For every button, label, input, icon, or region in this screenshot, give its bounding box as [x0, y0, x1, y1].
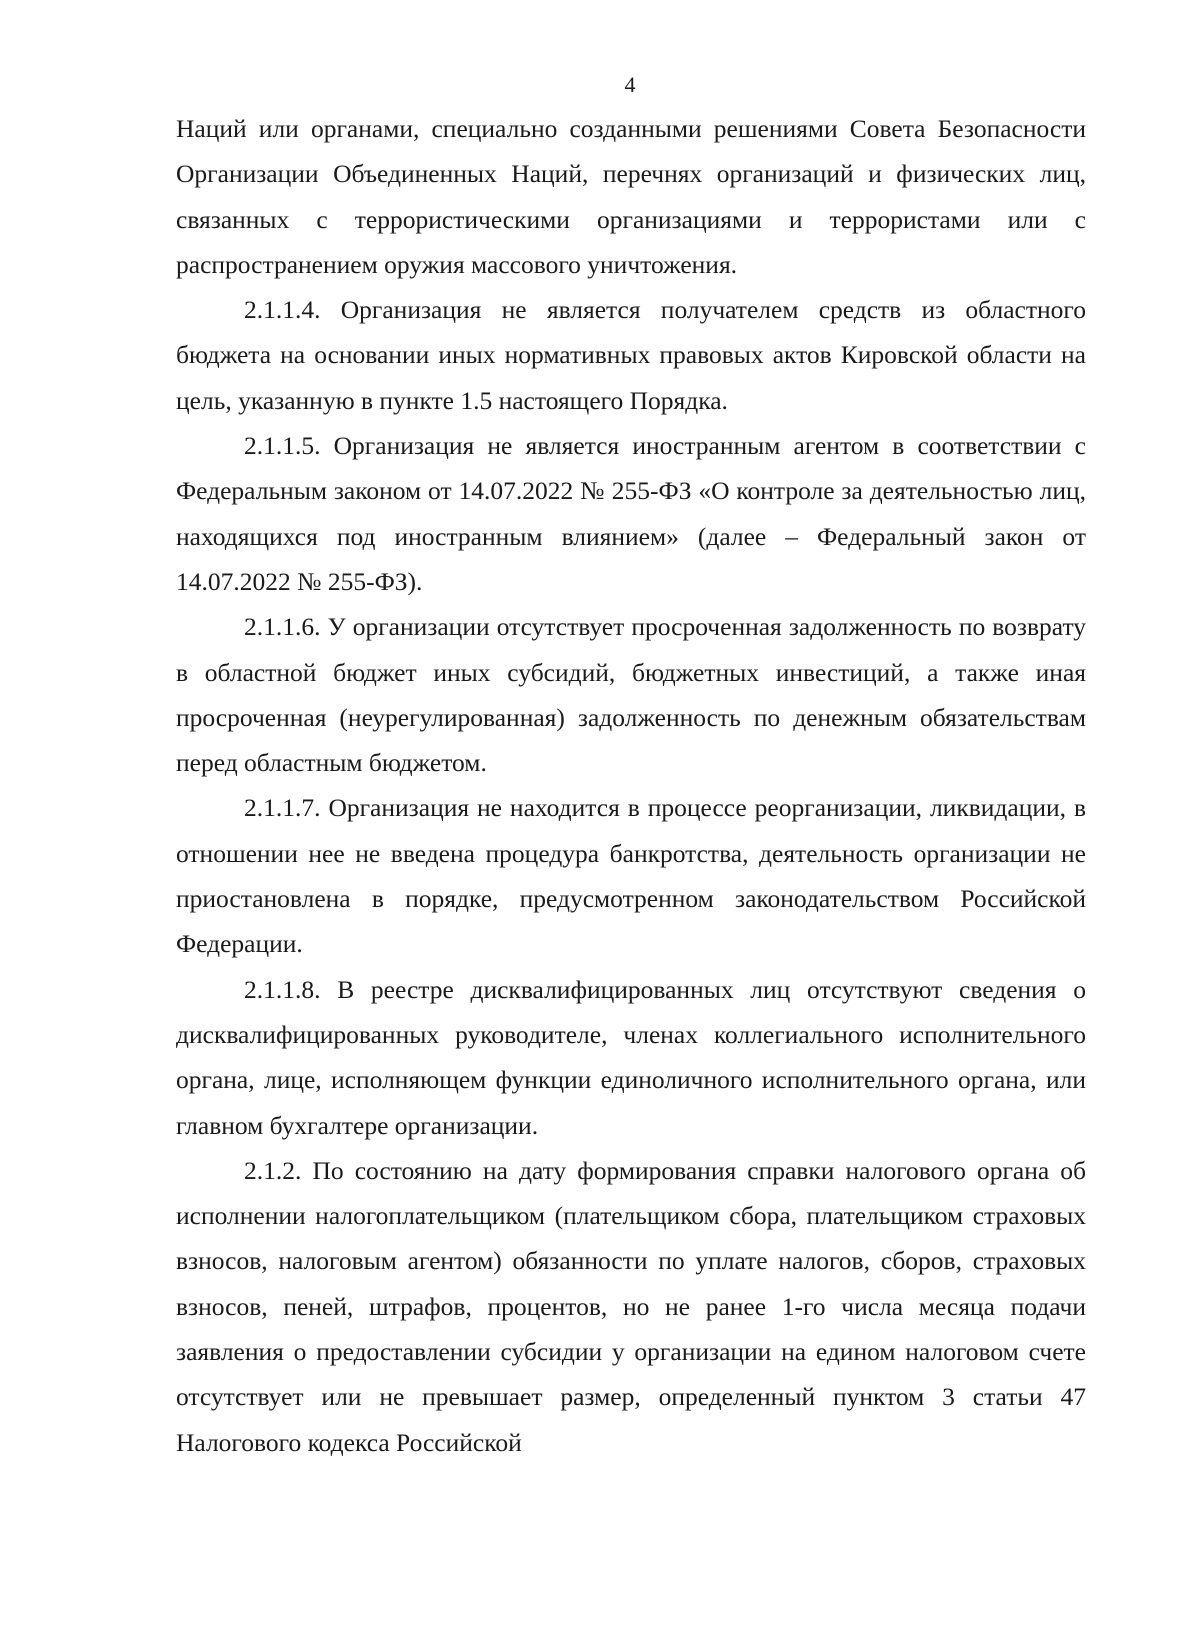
paragraph-2-1-1-4: 2.1.1.4. Организация не является получателем средств из областного бюджета на основании иных нормативных правовых актов Кировской области на цель, указанную в пункте 1.5 настоящего Порядка. — [176, 295, 1086, 415]
paragraph-2-1-1-6: 2.1.1.6. У организации отсутствует просроченная задолженность по возврату в областной бюджет иных субсидий, бюджетных инвестиций, а также иная просроченная (неурегулированная) задолженность по денежным обязательствам перед областным бюджетом. — [176, 612, 1086, 778]
document-body — [176, 106, 1086, 1465]
paragraph-continuation: Наций или органами, специально созданными решениями Совета Безопасности Организации Объединенных Наций, перечнях организаций и физических лиц, связанных с террористическими организациями и террористами или с распространением оружия массового уничтожения. — [176, 114, 1086, 279]
page-number: 4 — [624, 72, 636, 97]
paragraph-2-1-1-5: 2.1.1.5. Организация не является иностранным агентом в соответствии с Федеральным законом от 14.07.2022 № 255-ФЗ «О контроле за деятельностью лиц, находящихся под иностранным влиянием» (далее – Федеральный закон от 14.07.2022 № 255-ФЗ). — [176, 431, 1086, 596]
paragraph-2-1-2: 2.1.2. По состоянию на дату формирования справки налогового органа об исполнении налогоплательщиком (плательщиком сбора, плательщиком страховых взносов, налоговым агентом) обязанности по уплате налогов, сборов, страховых взносов, пеней, штрафов, процентов, но не ранее 1-го числа месяца подачи заявления о предоставлении субсидии у организации на едином налоговом счете отсутствует или не превышает размер, определенный пунктом 3 статьи 47 Налогового кодекса Российской — [176, 1155, 1086, 1457]
paragraph-2-1-1-7: 2.1.1.7. Организация не находится в процессе реорганизации, ликвидации, в отношении нее не введена процедура банкротства, деятельность организации не приостановлена в порядке, предусмотренном законодательством Российской Федерации. — [176, 793, 1086, 959]
paragraph-2-1-1-8: 2.1.1.8. В реестре дисквалифицированных лиц отсутствуют сведения о дисквалифицированных руководителе, членах коллегиального исполнительного органа, лице, исполняющем функции единоличного исполнительного органа, или главном бухгалтере организации. — [176, 974, 1086, 1140]
